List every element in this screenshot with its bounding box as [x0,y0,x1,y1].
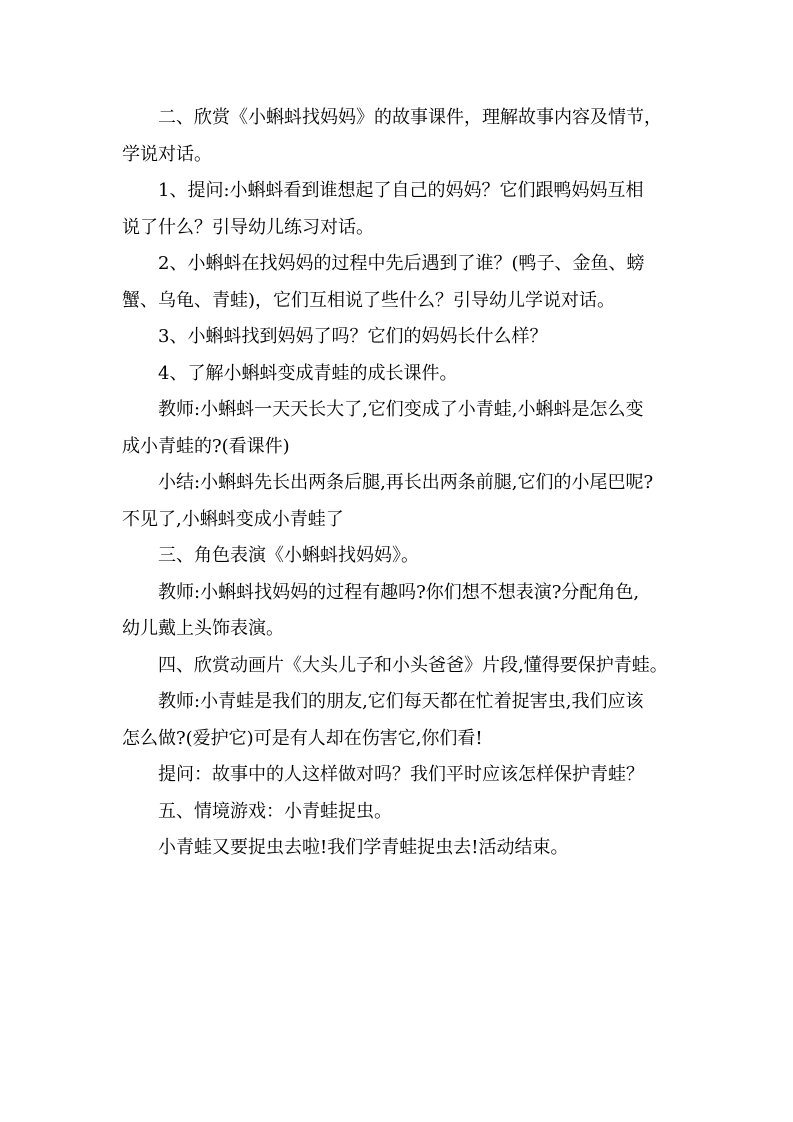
text-line: 教师:小蝌蚪一天天长大了,它们变成了小青蛙,小蝌蚪是怎么变 [158,399,644,420]
text-line: 不见了,小蝌蚪变成小青蛙了 [122,508,344,530]
text-line: 五、情境游戏：小青蛙捉虫。 [158,800,392,822]
text-line: 2、小蝌蚪在找妈妈的过程中先后遇到了谁？(鸭子、金鱼、螃 [158,253,645,274]
text-line: 四、欣赏动画片《大头儿子和小头爸爸》片段,懂得要保护青蛙。 [158,654,668,676]
text-line: 二、欣赏《小蝌蚪找妈妈》的故事课件，理解故事内容及情节， [158,107,662,128]
paragraph-section-3-heading [122,538,682,575]
paragraph-teacher-3 [122,684,682,757]
paragraph-question-3 [122,319,682,356]
paragraph-summary [122,465,682,538]
text-line: 学说对话。 [122,143,212,165]
text-line: 三、角色表演《小蝌蚪找妈妈》。 [158,545,419,566]
paragraph-teacher-2 [122,575,682,648]
paragraph-question-1 [122,173,682,246]
text-line: 幼儿戴上头饰表演。 [122,618,284,639]
text-line: 说了什么？引导幼儿练习对话。 [122,216,374,238]
paragraph-closing [122,830,682,867]
text-line: 蟹、乌龟、青蛙)，它们互相说了些什么？引导幼儿学说对话。 [122,289,616,311]
paragraph-question-2 [122,246,682,319]
paragraph-section-2-heading [122,100,682,173]
paragraph-item-4 [122,356,682,393]
document-body [122,100,682,867]
paragraph-section-5-heading [122,794,682,831]
text-line: 4、了解小蝌蚪变成青蛙的成长课件。 [158,362,458,384]
paragraph-question-final [122,757,682,794]
paragraph-teacher-1 [122,392,682,465]
text-line: 小结:小蝌蚪先长出两条后腿,再长出两条前腿,它们的小尾巴呢? [158,472,654,493]
text-line: 教师:小蝌蚪找妈妈的过程有趣吗?你们想不想表演?分配角色, [158,581,640,603]
text-line: 怎么做?(爱护它)可是有人却在伤害它,你们看! [122,727,483,749]
text-line: 成小青蛙的?(看课件) [122,435,290,457]
text-line: 小青蛙又要捉虫去啦!我们学青蛙捉虫去!活动结束。 [158,837,569,858]
text-line: 1、提问:小蝌蚪看到谁想起了自己的妈妈？它们跟鸭妈妈互相 [158,180,644,201]
text-line: 教师:小青蛙是我们的朋友,它们每天都在忙着捉害虫,我们应该 [158,691,644,712]
text-line: 提问：故事中的人这样做对吗？我们平时应该怎样保护青蛙？ [158,764,644,785]
paragraph-section-4-heading [122,648,682,685]
text-line: 3、小蝌蚪找到妈妈了吗？它们的妈妈长什么样？ [158,326,548,347]
